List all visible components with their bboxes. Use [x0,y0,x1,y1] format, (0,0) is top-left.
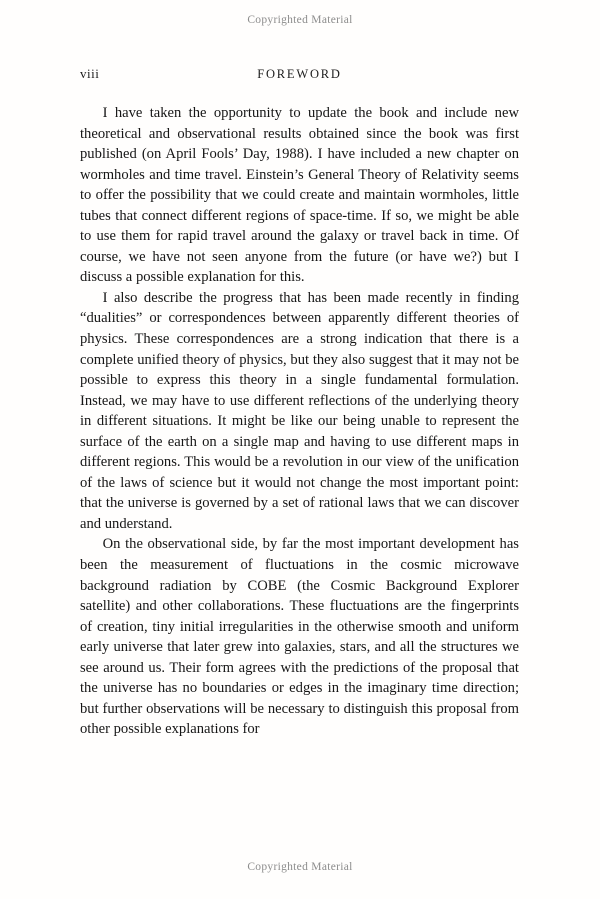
paragraph-2: I also describe the progress that has been made recently in finding “dualities” or correspondences between apparently different theories of physics. These correspondences are a strong indication that there is a complete unified theory of physics, but they also suggest that it may not be possible to express this theory in a single fundamental formulation. Instead, we may have to use different reflections of the underlying theory in different situations. It might be like our being unable to represent the surface of the earth on a single map and having to use different maps in different regions. This would be a revolution in our view of the unification of the laws of science but it would not change the most important point: that the universe is governed by a set of rational laws that we can discover and understand. [80,289,519,532]
copyright-notice-bottom: Copyrighted Material [247,861,353,873]
paragraph-3: On the observational side, by far the most important development has been the measurement of fluctuations in the cosmic microwave background radiation by COBE (the Cosmic Background Explorer satellite) and other collaborations. These fluctuations are the fingerprints of creation, tiny initial irregularities in the otherwise smooth and uniform early universe that later grew into galaxies, stars, and all the structures we see around us. Their form agrees with the predictions of the proposal that the universe has no boundaries or edges in the imaginary time direction; but further observations will be necessary to distinguish this proposal from other possible explanations for [80,536,519,738]
page-number: viii [80,66,100,81]
body-text [80,103,519,740]
page-header [80,66,519,82]
copyright-notice-top: Copyrighted Material [247,14,353,26]
running-head-title: FOREWORD [257,67,342,81]
paragraph-1: I have taken the opportunity to update the book and include new theoretical and observational results obtained since the book was first published (on April Fools’ Day, 1988). I have included a new chapter on wormholes and time travel. Einstein’s General Theory of Relativity seems to offer the possibility that we could create and maintain wormholes, little tubes that connect different regions of space-time. If so, we might be able to use them for rapid travel around the galaxy or travel back in time. Of course, we have not seen anyone from the future (or have we?) but I discuss a possible explanation for this. [80,105,519,286]
